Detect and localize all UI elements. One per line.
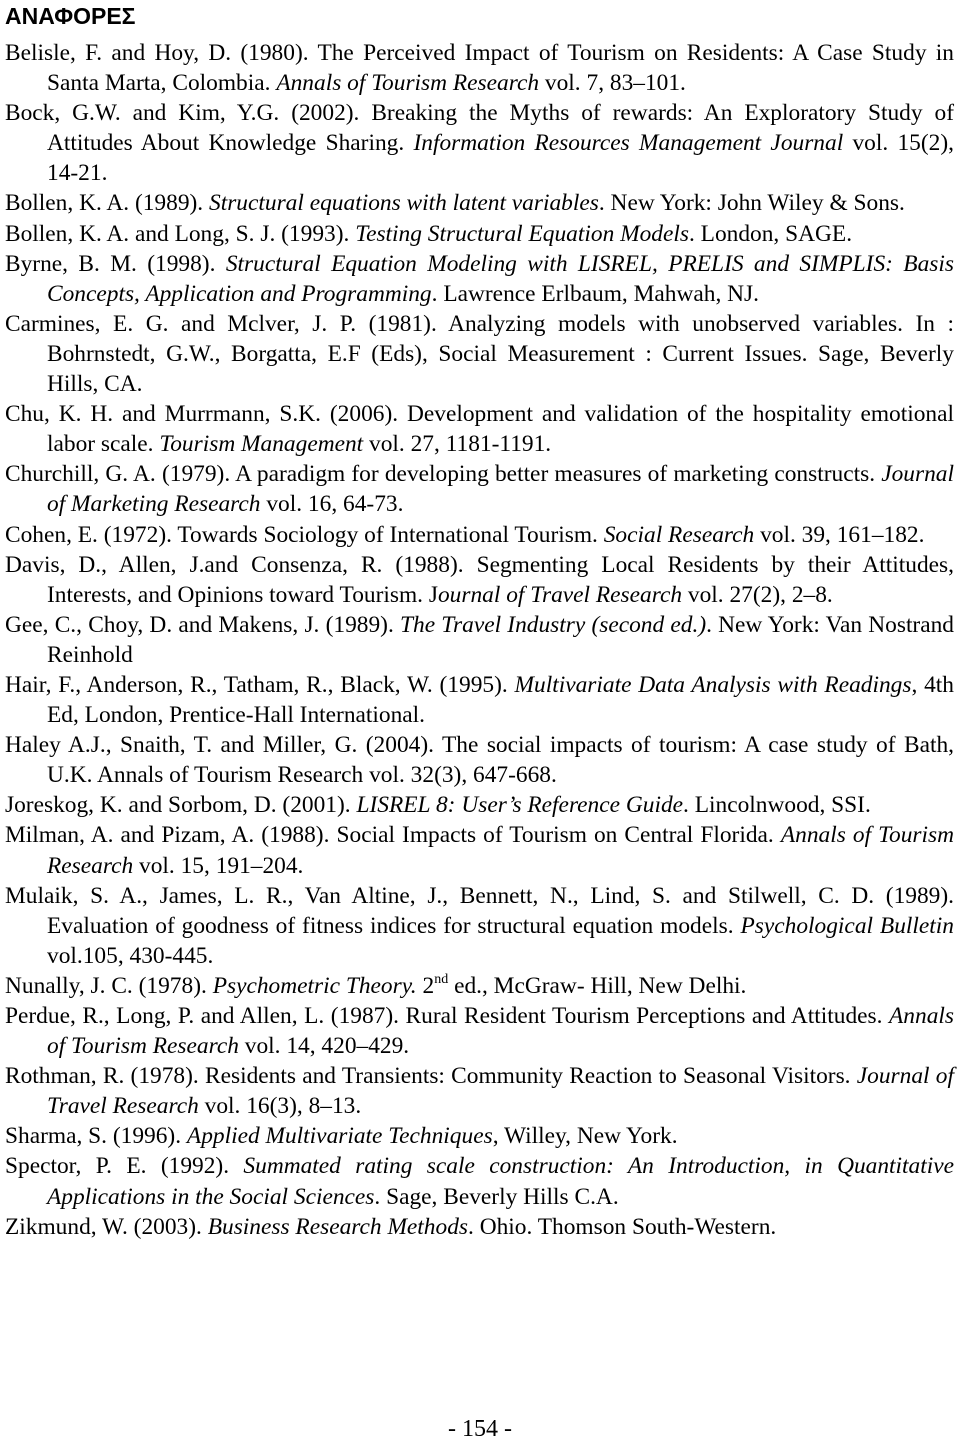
reference-entry <box>5 309 954 399</box>
reference-entry <box>5 971 954 1001</box>
reference-text: ed., McGraw- Hill, New Delhi. <box>448 972 747 999</box>
reference-entry <box>5 219 954 249</box>
reference-text: Cohen, E. (1972). Towards Sociology of International Tourism. <box>5 521 604 548</box>
reference-text: Mulaik, S. A., James, L. R., Van Altine, J., Bennett, N., Lind, S. and Stilwell, C. D. (1989). Evaluation of goodness of fitness indices for structural equation models. <box>5 882 954 939</box>
reference-italic-text: Annals of Tourism Research <box>47 1003 954 1060</box>
reference-italic-text: Multivariate Data Analysis with Readings <box>514 671 912 698</box>
reference-text: , Willey, New York. <box>492 1123 678 1150</box>
reference-text: . New York: Van Nostrand Reinhold <box>47 611 954 668</box>
reference-text: Bollen, K. A. (1989). <box>5 190 210 217</box>
reference-entry <box>5 1151 954 1211</box>
reference-italic-text: LISREL 8: User’s Reference Guide <box>356 792 684 819</box>
reference-italic-text: Structural equations with latent variables <box>209 190 599 217</box>
reference-entry <box>5 520 954 550</box>
reference-text: Gee, C., Choy, D. and Makens, J. (1989). <box>5 611 401 638</box>
reference-text: Nunally, J. C. (1978). <box>5 972 213 999</box>
reference-italic-text: Psychometric Theory. <box>212 972 417 999</box>
reference-italic-text: Annals of Tourism Research <box>47 822 954 879</box>
reference-entry <box>5 38 954 98</box>
reference-text: Haley A.J., Snaith, T. and Miller, G. (2004). The social impacts of tourism: A case study of Bath, U.K. Annals of Tourism Research vol. 32(3), 647-668. <box>5 732 954 789</box>
reference-entry <box>5 399 954 459</box>
reference-entry <box>5 730 954 790</box>
reference-text: Spector, P. E. (1992). <box>5 1153 244 1180</box>
reference-text: Belisle, F. and Hoy, D. (1980). The Perceived Impact of Tourism on Residents: A Case Study in Santa Marta, Colombia. <box>5 40 954 97</box>
reference-entry <box>5 249 954 309</box>
reference-text: vol. 15, 191–204. <box>133 852 304 879</box>
reference-text: Sharma, S. (1996). <box>5 1123 187 1150</box>
reference-text: . Sage, Beverly Hills C.A. <box>374 1183 619 1210</box>
reference-italic-text: Journal of Travel Research <box>47 1063 954 1120</box>
reference-text: vol. 27, 1181-1191. <box>363 431 552 458</box>
reference-text: . London, SAGE. <box>688 220 853 247</box>
reference-text: vol. 7, 83–101. <box>539 70 686 97</box>
reference-text: Milman, A. and Pizam, A. (1988). Social Impacts of Tourism on Central Florida. <box>5 822 781 849</box>
page-number: - 154 - <box>448 1416 512 1442</box>
reference-entry <box>5 820 954 880</box>
reference-text: vol. 27(2), 2–8. <box>682 581 833 608</box>
reference-text: Perdue, R., Long, P. and Allen, L. (1987). Rural Resident Tourism Perceptions and Attitudes. <box>5 1003 890 1029</box>
reference-text: Zikmund, W. (2003). <box>5 1213 208 1240</box>
reference-italic-text: Applied Multivariate Techniques <box>186 1123 493 1150</box>
reference-italic-text: The Travel Industry (second ed.) <box>400 611 707 638</box>
reference-italic-text: Structural Equation Modeling with LISREL, PRELIS and SIMPLIS: Basis Concepts, Application and Programming <box>47 250 954 307</box>
reference-italic-text: ournal of Travel Research <box>437 581 683 608</box>
reference-italic-text: Journal of Marketing Research <box>47 461 954 518</box>
reference-entry <box>5 1001 954 1061</box>
reference-text: Bock, G.W. and Kim, Y.G. (2002). Breaking the Myths of rewards: An Exploratory Study of Attitudes About Knowledge Sharing. <box>5 100 954 157</box>
reference-text: . New York: John Wiley & Sons. <box>598 190 905 217</box>
reference-entry <box>5 459 954 519</box>
reference-entry <box>5 670 954 730</box>
reference-entry <box>5 98 954 188</box>
reference-text: vol.105, 430-445. <box>47 942 214 969</box>
reference-italic-text: Summated rating scale construction: An Introduction, in Quantitative Applications in the Social Sciences <box>47 1153 954 1210</box>
reference-text: , 4th Ed, London, Prentice-Hall International. <box>47 671 954 729</box>
reference-text: vol. 16, 64-73. <box>260 491 404 518</box>
reference-text: Joreskog, K. and Sorbom, D. (2001). <box>5 792 357 819</box>
reference-italic-text: Business Research Methods <box>207 1213 468 1240</box>
reference-text: Byrne, B. M. (1998). <box>5 250 226 277</box>
section-heading: ΑΝΑΦΟΡΕΣ <box>5 3 136 29</box>
reference-text: Churchill, G. A. (1979). A paradigm for developing better measures of marketing constructs. <box>5 461 882 488</box>
reference-text: Hair, F., Anderson, R., Tatham, R., Black, W. (1995). <box>5 671 515 698</box>
reference-text: vol. 39, 161–182. <box>754 521 925 548</box>
reference-text: vol. 15(2), 14-21. <box>47 130 954 187</box>
reference-entry <box>5 550 954 610</box>
reference-text: . Lawrence Erlbaum, Mahwah, NJ. <box>431 280 759 307</box>
reference-list <box>5 38 954 1242</box>
reference-text: Carmines, E. G. and Mclver, J. P. (1981). Analyzing models with unobserved variables. In : Bohrnstedt, G.W., Borgatta, E.F (Eds), Social Measurement : Current Issues. Sage, Beverly Hills, CA. <box>5 310 954 398</box>
reference-italic-text: Information Resources Management Journal <box>413 130 844 157</box>
reference-entry <box>5 881 954 971</box>
reference-entry <box>5 1212 954 1242</box>
reference-italic-text: Annals of Tourism Research <box>276 70 540 97</box>
reference-text: Bollen, K. A. and Long, S. J. (1993). <box>5 220 356 247</box>
reference-entry <box>5 188 954 218</box>
reference-entry <box>5 1121 954 1151</box>
reference-text: Davis, D., Allen, J.and Consenza, R. (1988). Segmenting Local Residents by their Attitudes, Interests, and Opinions toward Tourism. J <box>5 551 954 608</box>
reference-text: . Ohio. Thomson South-Western. <box>468 1213 777 1240</box>
reference-text: vol. 16(3), 8–13. <box>198 1093 362 1120</box>
reference-entry <box>5 610 954 670</box>
reference-italic-text: Psychological Bulletin <box>740 912 954 939</box>
reference-entry <box>5 1061 954 1121</box>
reference-superscript: nd <box>434 971 449 987</box>
reference-italic-text: Social Research <box>603 521 755 548</box>
reference-entry <box>5 790 954 820</box>
reference-text: 2 <box>416 972 435 999</box>
reference-text: vol. 14, 420–429. <box>238 1033 410 1060</box>
reference-text: . Lincolnwood, SSI. <box>683 792 871 819</box>
reference-text: Chu, K. H. and Murrmann, S.K. (2006). Development and validation of the hospitality emotional labor scale. <box>5 401 954 458</box>
reference-italic-text: Tourism Management <box>159 431 364 458</box>
reference-italic-text: Testing Structural Equation Models <box>355 220 689 247</box>
reference-text: Rothman, R. (1978). Residents and Transients: Community Reaction to Seasonal Visitors. <box>5 1063 857 1090</box>
